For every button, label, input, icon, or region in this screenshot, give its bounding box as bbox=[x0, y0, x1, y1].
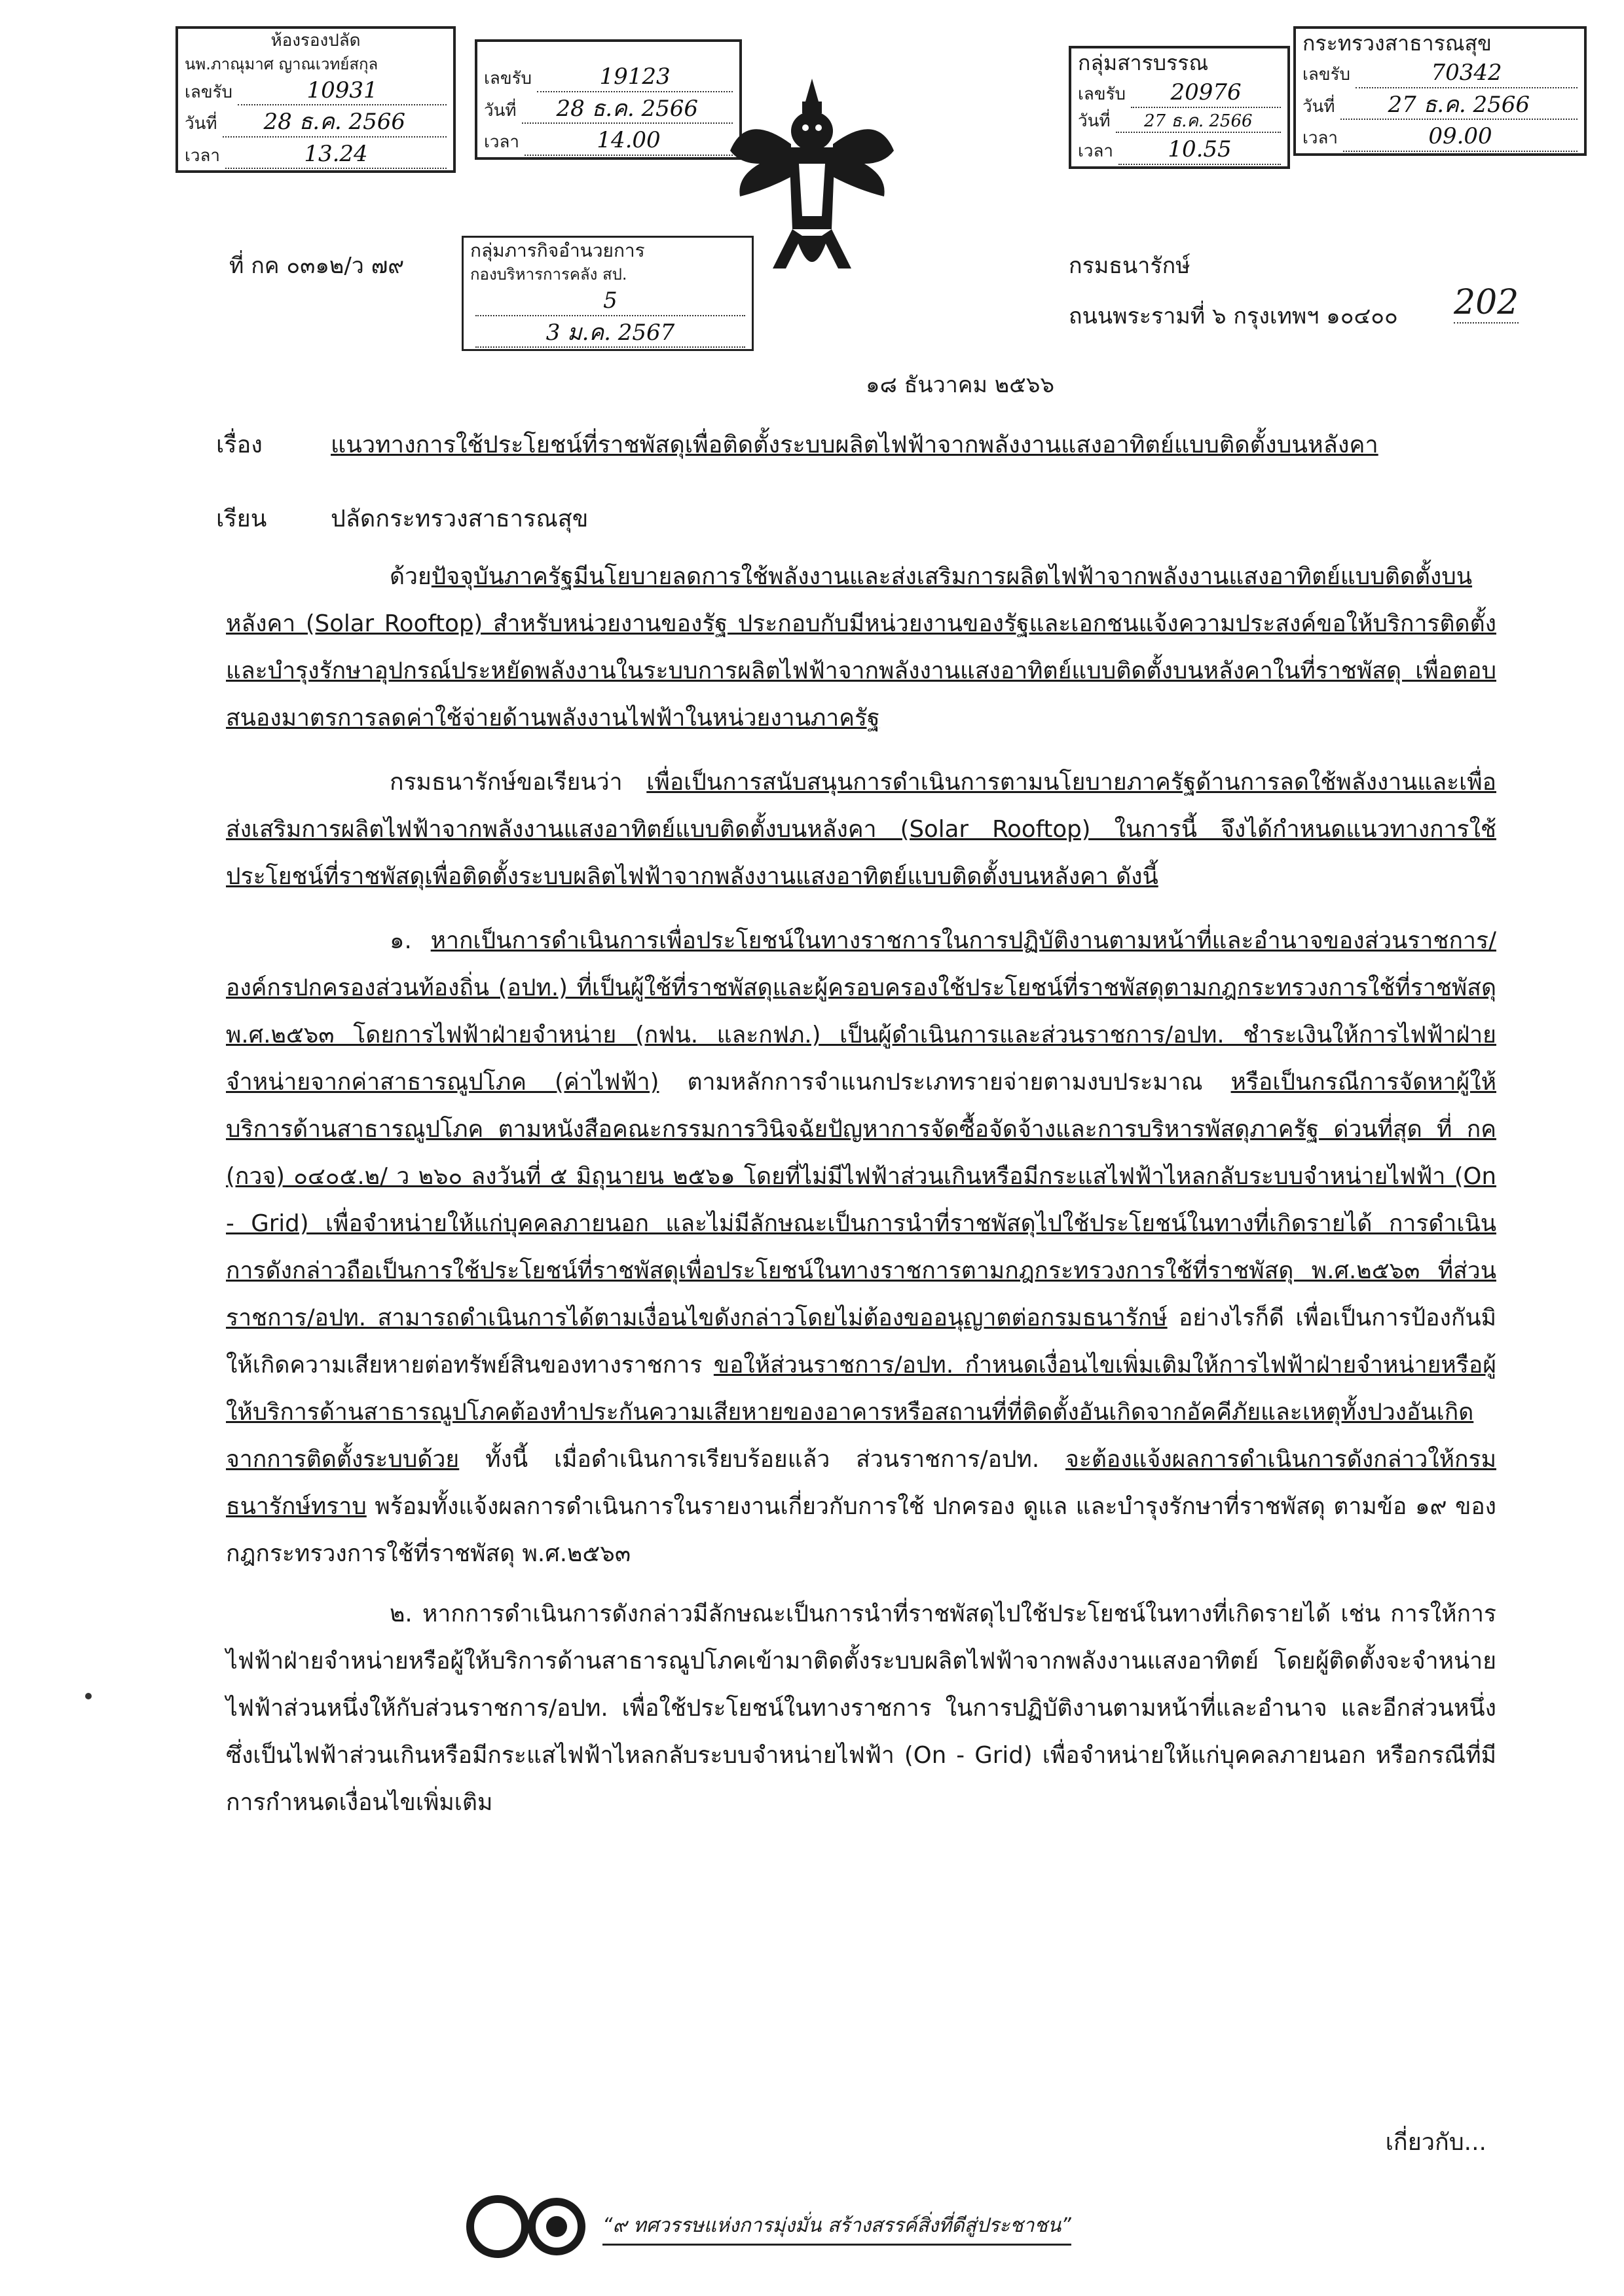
continuation-text: เกี่ยวกับ... bbox=[1385, 2129, 1486, 2156]
recipient-line bbox=[216, 500, 588, 537]
stamp-subtitle: กองบริหารการคลัง สป. bbox=[470, 265, 627, 284]
stamp-date: 27 ธ.ค. 2566 bbox=[1116, 111, 1281, 134]
stamp-receive-no: 20976 bbox=[1131, 79, 1281, 108]
stamp-title: กระทรวงสาธารณสุข bbox=[1302, 31, 1492, 56]
stamp-title: กลุ่มภารกิจอำนวยการ bbox=[470, 240, 645, 261]
paragraph-4: ๒. หากการดำเนินการดังกล่าวมีลักษณะเป็นการนำที่ราชพัสดุไปใช้ประโยชน์ในทางที่เกิดรายได้ เช่น การให้การไฟฟ้าฝ่ายจำหน่ายหรือผู้ให้บริการด้านสาธารณูปโภคเข้ามาติดตั้งระบบผลิตไฟฟ้าจากพลังงานแสงอาทิตย์ โดยผู้ติดตั้งจะจำหน่ายไฟฟ้าส่วนหนึ่งให้กับส่วนราชการ/อปท. เพื่อใช้ประโยชน์ในทางราชการ ในการปฏิบัติงานตามหน้าที่และอำนาจ และอีกส่วนหนึ่งซึ่งเป็นไฟฟ้าส่วนเกินหรือมีกระแสไฟฟ้าไหลกลับระบบจำหน่ายไฟฟ้า (On - Grid) เพื่อจำหน่ายให้แก่บุคคลภายนอก หรือกรณีที่มีการกำหนดเงื่อนไขเพิ่มเติม bbox=[226, 1601, 1496, 1816]
subject-text: แนวทางการใช้ประโยชน์ที่ราชพัสดุเพื่อติดตั้งระบบผลิตไฟฟ้าจากพลังงานแสงอาทิตย์แบบติดตั้งบนหลังคา bbox=[331, 432, 1378, 458]
document-date: ๑๘ ธันวาคม ๒๕๖๖ bbox=[866, 372, 1055, 398]
stamp-title: ห้องรองปลัด bbox=[270, 31, 361, 50]
stamp-receive-no: 70342 bbox=[1356, 59, 1578, 88]
stamp-date: 3 ม.ค. 2567 bbox=[475, 319, 745, 348]
letter-body bbox=[226, 553, 1496, 1843]
stamp-time: 14.00 bbox=[525, 126, 733, 156]
stamp-subtitle: นพ.ภาณุมาศ ญาณเวทย์สกุล bbox=[185, 54, 378, 73]
stamp-receive-no: 10931 bbox=[238, 77, 447, 106]
paragraph-3: ๑. หากเป็นการดำเนินการเพื่อประโยชน์ในทางราชการในการปฏิบัติงานตามหน้าที่และอำนาจของส่วนราชการ/องค์กรปกครองส่วนท้องถิ่น (อปท.) ที่เป็นผู้ใช้ที่ราชพัสดุและผู้ครอบครองใช้ประโยชน์ที่ราชพัสดุตามกฎกระทรวงการใช้ที่ราชพัสดุ พ.ศ.๒๕๖๓ โดยการไฟฟ้าฝ่ายจำหน่าย (กฟน. และกฟภ.) เป็นผู้ดำเนินการและส่วนราชการ/อปท. ชำระเงินให้การไฟฟ้าฝ่ายจำหน่ายจากค่าสาธารณูปโภค (ค่าไฟฟ้า) ตามหลักการจำแนกประเภทรายจ่ายตามงบประมาณ หรือเป็นกรณีการจัดหาผู้ให้บริการด้านสาธารณูปโภค ตามหนังสือคณะกรรมการวินิจฉัยปัญหาการจัดซื้อจัดจ้างและการบริหารพัสดุภาครัฐ ด่วนที่สุด ที่ กค (กวจ) ๐๔๐๕.๒/ ว ๒๖๐ ลงวันที่ ๕ มิถุนายน ๒๕๖๑ โดยที่ไม่มีไฟฟ้าส่วนเกินหรือมีกระแสไฟฟ้าไหลกลับระบบจำหน่ายไฟฟ้า (On - Grid) เพื่อจำหน่ายให้แก่บุคคลภายนอก และไม่มีลักษณะเป็นการนำที่ราชพัสดุไปใช้ประโยชน์ในทางที่เกิดรายได้ การดำเนินการดังกล่าวถือเป็นการใช้ประโยชน์ที่ราชพัสดุเพื่อประโยชน์ในทางราชการตามกฎกระทรวงการใช้ที่ราชพัสดุ พ.ศ.๒๕๖๓ ที่ส่วนราชการ/อปท. สามารถดำเนินการได้ตามเงื่อนไขดังกล่าวโดยไม่ต้องขออนุญาตต่อกรมธนารักษ์ อย่างไรก็ดี เพื่อเป็นการป้องกันมิให้เกิดความเสียหายต่อทรัพย์สินของทางราชการ ขอให้ส่วนราชการ/อปท. กำหนดเงื่อนไขเพิ่มเติมให้การไฟฟ้าฝ่ายจำหน่ายหรือผู้ให้บริการด้านสาธารณูปโภคต้องทำประกันความเสียหายของอาคารหรือสถานที่ที่ติดตั้งอันเกิดจากอัคคีภัยและเหตุทั้งปวงอันเกิดจากการติดตั้งระบบด้วย ทั้งนี้ เมื่อดำเนินการเรียบร้อยแล้ว ส่วนราชการ/อปท. จะต้องแจ้งผลการดำเนินการดังกล่าวให้กรมธนารักษ์ทราบ พร้อมทั้งแจ้งผลการดำเนินการในรายงานเกี่ยวกับการใช้ ปกครอง ดูแล และบำรุงรักษาที่ราชพัสดุ ตามข้อ ๑๙ ของกฎกระทรวงการใช้ที่ราชพัสดุ พ.ศ.๒๕๖๓ bbox=[226, 927, 1496, 1567]
stamp-date: 27 ธ.ค. 2566 bbox=[1340, 91, 1578, 120]
stamp-time: 13.24 bbox=[225, 140, 447, 170]
stamp-date: 28 ธ.ค. 2566 bbox=[223, 108, 447, 138]
receipt-stamp-2: เลขรับ 19123 วันที่ 28 ธ.ค. 2566 เวลา 14.00 bbox=[475, 39, 742, 160]
garuda-emblem-icon bbox=[720, 72, 904, 288]
margin-mark bbox=[85, 1693, 92, 1699]
paragraph-2: กรมธนารักษ์ขอเรียนว่า เพื่อเป็นการสนับสนุนการดำเนินการตามนโยบายภาครัฐด้านการลดใช้พลังงานและเพื่อส่งเสริมการผลิตไฟฟ้าจากพลังงานแสงอาทิตย์แบบติดตั้งบนหลังคา (Solar Rooftop) ในการนี้ จึงได้กำหนดแนวทางการใช้ประโยชน์ที่ราชพัสดุเพื่อติดตั้งระบบผลิตไฟฟ้าจากพลังงานแสงอาทิตย์แบบติดตั้งบนหลังคา ดังนี้ bbox=[226, 769, 1496, 890]
document-number: ที่ กค ๐๓๑๒/ว ๗๙ bbox=[229, 253, 405, 279]
stamp-time: 10.55 bbox=[1118, 136, 1281, 165]
receipt-stamp-deputy-office: ห้องรองปลัด นพ.ภาณุมาศ ญาณเวทย์สกุล เลขรับ 10931 วันที่ 28 ธ.ค. 2566 เวลา 13.24 bbox=[175, 26, 456, 173]
receipt-stamp-ministry: กระทรวงสาธารณสุข เลขรับ 70342 วันที่ 27 ธ.ค. 2566 เวลา 09.00 bbox=[1293, 26, 1587, 156]
subject-label: เรื่อง bbox=[216, 432, 263, 458]
paragraph-1: ด้วยปัจจุบันภาครัฐมีนโยบายลดการใช้พลังงานและส่งเสริมการผลิตไฟฟ้าจากพลังงานแสงอาทิตย์แบบติดตั้งบนหลังคา (Solar Rooftop) สำหรับหน่วยงานของรัฐ ประกอบกับมีหน่วยงานของรัฐและเอกชนแจ้งความประสงค์ขอให้บริการติดตั้งและบำรุงรักษาอุปกรณ์ประหยัดพลังงานในระบบการผลิตไฟฟ้าจากพลังงานแสงอาทิตย์แบบติดตั้งบนหลังคาในที่ราชพัสดุ เพื่อตอบสนองมาตรการลดค่าใช้จ่ายด้านพลังงานไฟฟ้าในหน่วยงานภาครัฐ bbox=[226, 563, 1496, 731]
sender-department: กรมธนารักษ์ bbox=[1069, 253, 1190, 279]
subject-line bbox=[216, 426, 1378, 463]
footer-motto: “๙ ทศวรรษแห่งการมุ่งมั่น สร้างสรรค์สิ่งที่ดีสู่ประชาชน” bbox=[602, 2210, 1071, 2246]
stamp-time: 09.00 bbox=[1343, 122, 1578, 152]
stamp-receive-no: 5 bbox=[475, 287, 745, 316]
receipt-stamp-admin-group bbox=[462, 236, 754, 351]
sender-address: ถนนพระรามที่ ๖ กรุงเทพฯ ๑๐๔๐๐ bbox=[1069, 303, 1398, 329]
ninety-years-logo-icon bbox=[458, 2187, 589, 2259]
stamp-title: กลุ่มสารบรรณ bbox=[1078, 50, 1209, 75]
stamp-receive-no: 19123 bbox=[537, 63, 733, 92]
handwritten-number: 202 bbox=[1454, 283, 1519, 322]
recipient-text: ปลัดกระทรวงสาธารณสุข bbox=[331, 506, 589, 532]
recipient-label: เรียน bbox=[216, 506, 267, 532]
stamp-date: 28 ธ.ค. 2566 bbox=[522, 95, 733, 124]
receipt-stamp-correspondence: กลุ่มสารบรรณ เลขรับ 20976 วันที่ 27 ธ.ค. 2566 เวลา 10.55 bbox=[1069, 46, 1290, 169]
